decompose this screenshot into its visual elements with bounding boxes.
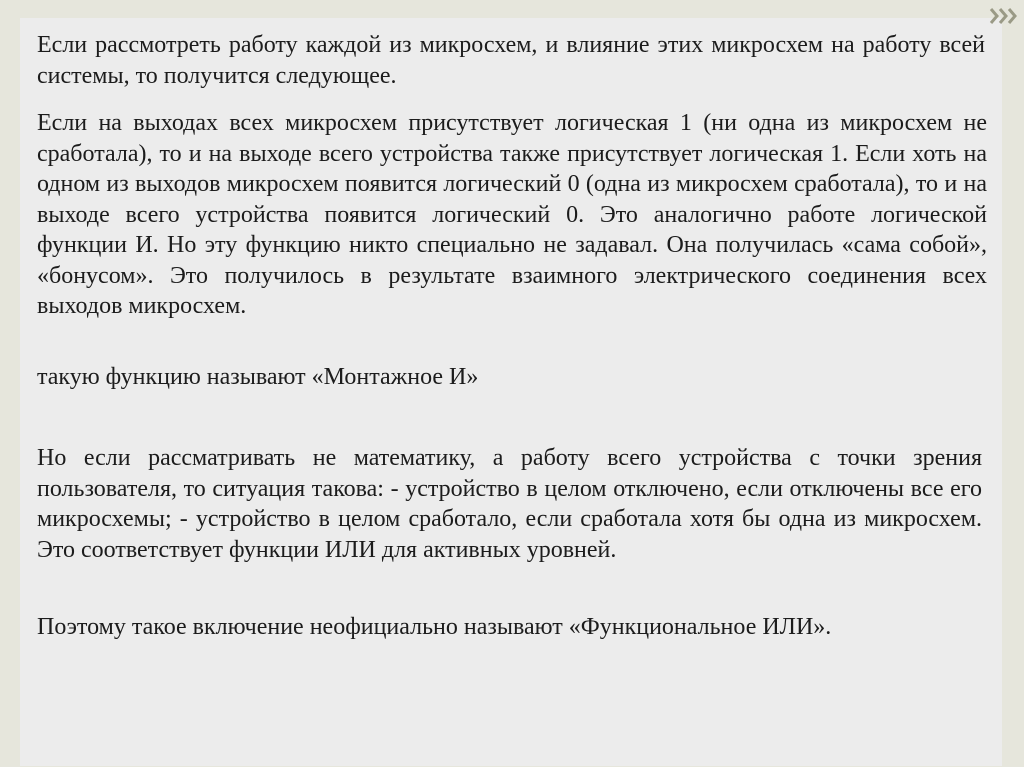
paragraph-user-view: Но если рассматривать не математику, а работу всего устройства с точки зрения пользователя, то ситуация такова: - устройство в целом отключено, если отключены все его микросхемы; - устройство в целом сработало, если сработала хотя бы одна из микросхем. Это соответствует функции ИЛИ для активных уровней.: [37, 445, 982, 563]
intro-text: Если рассмотреть работу каждой из микросхем, и влияние этих микросхем на работу всей системы, то получится следующее.: [37, 32, 985, 89]
paragraph-wired-and: Если на выходах всех микросхем присутствует логическая 1 (ни одна из микросхем не сработала), то и на выходе всего устройства также присутствует логическая 1. Если хоть на одном из выходов микросхем появится логический 0 (одна из микросхем сработала), то и на выходе всего устройства появится логический 0. Это аналогично работе логической функции И. Но эту функцию никто специально не задавал. Она получилась «сама собой», «бонусом». Это получилось в результате взаимного электрического соединения всех выходов микросхем.: [37, 110, 987, 319]
triple-chevron-icon: [989, 6, 1017, 26]
paragraph-montage-and: такую функцию называют «Монтажное И»: [37, 364, 479, 390]
paragraph-functional-or: Поэтому такое включение неофициально называют «Функциональное ИЛИ».: [37, 614, 832, 640]
